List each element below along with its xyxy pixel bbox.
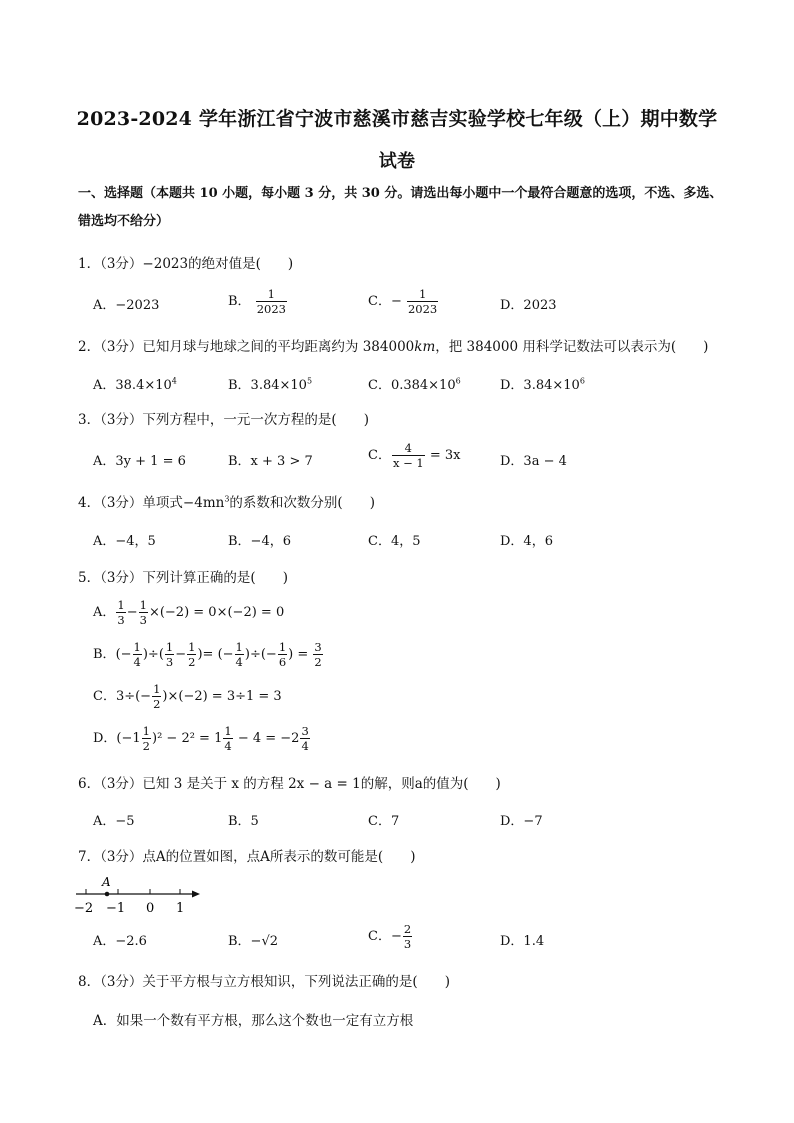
number-line-arrow — [192, 891, 200, 898]
q6-option-b: B．5 — [228, 814, 259, 829]
question-4-stem: 4．（3分）单项式$-4mn^3$的系数和次数分别( ) — [78, 494, 375, 511]
q6-option-a: A．−5 — [93, 814, 135, 829]
q1-option-b-fraction: $\frac{1}{2023}$ — [256, 287, 286, 316]
q4-option-d: D．4，6 — [500, 534, 553, 549]
q3-option-d: D．3a − 4 — [500, 454, 567, 469]
q1-option-d: D．2023 — [500, 298, 557, 313]
q2-option-c: C．$0.384\times 10^6$ — [368, 376, 461, 393]
q3-option-c: C． $\frac{4}{x - 1}$ = 3x — [368, 441, 461, 470]
q1-option-a: A．−2023 — [93, 298, 160, 313]
q5-option-c: C．3÷(− $\frac{1}{2}$ )×(−2) = 3÷1 = 3 — [93, 682, 282, 711]
q7-option-d: D．1.4 — [500, 934, 545, 949]
q3-option-a: A．3y + 1 = 6 — [93, 454, 186, 469]
point-a — [105, 892, 110, 897]
axis-label-neg2: −2 — [74, 901, 94, 916]
q1-option-b — [228, 287, 288, 316]
question-3-stem: 3．（3分）下列方程中，一元一次方程的是( ) — [78, 412, 369, 428]
q6-option-c: C．7 — [368, 814, 400, 829]
question-6-stem: 6．（3分）已知 3 是关于 x 的方程 2x − a = 1的解，则a的值为( ) — [78, 776, 501, 792]
q1-option-c-label: C．− — [368, 294, 402, 309]
q7-option-a: A．−2.6 — [93, 934, 147, 949]
question-5-stem: 5．（3分）下列计算正确的是( ) — [78, 570, 288, 586]
q7-option-b: B．−√2 — [228, 934, 279, 949]
q1-option-c — [368, 287, 439, 316]
axis-label-neg1: −1 — [106, 901, 126, 916]
question-8-stem: 8．（3分）关于平方根与立方根知识，下列说法正确的是( ) — [78, 974, 450, 990]
q6-option-d: D．−7 — [500, 814, 543, 829]
number-line — [72, 872, 212, 918]
q4-option-c: C．4，5 — [368, 534, 421, 549]
q2-option-b: B．$3.84\times 10^5$ — [228, 376, 313, 393]
axis-label-0: 0 — [146, 901, 155, 916]
page-title: 2023-2024 学年浙江省宁波市慈溪市慈吉实验学校七年级（上）期中数学 — [76, 108, 718, 130]
question-2-stem: 2．（3分）已知月球与地球之间的平均距离约为 384000km，把 384000 用科学记数法可以表示为( ) — [78, 339, 709, 355]
q4-option-b: B．−4，6 — [228, 534, 291, 549]
q5-option-b: B．(− $\frac{1}{4}$ )÷( $\frac{1}{3}$ − $\frac{1}{2}$ )= (− $\frac{1}{4}$ )÷(− $\frac{1}{6}$ ) = $\frac{3}{2}$ — [93, 640, 322, 669]
q5-option-a: A． $\frac{1}{3}$ − $\frac{1}{3}$ ×(−2) = 0×(−2) = 0 — [93, 598, 285, 627]
question-1-stem: 1．（3分）−2023的绝对值是( ) — [78, 256, 294, 272]
q4-option-a: A．−4，5 — [93, 534, 156, 549]
question-7-stem: 7．（3分）点A的位置如图，点A所表示的数可能是( ) — [78, 849, 416, 865]
q1-option-c-fraction: $\frac{1}{2023}$ — [407, 287, 438, 316]
q2-option-d: D．$3.84\times 10^6$ — [500, 376, 585, 393]
axis-label-1: 1 — [176, 901, 185, 916]
page-title-line2: 试卷 — [378, 151, 416, 172]
q2-option-a: A．$38.4\times 10^4$ — [93, 376, 177, 393]
section-heading: 一、选择题（本题共 10 小题，每小题 3 分，共 30 分。请选出每小题中一个最符合题意的选项，不选、多选、错选均不给分） — [78, 186, 723, 229]
q7-option-c: C．− $\frac{2}{3}$ — [368, 922, 412, 951]
q3-option-b: B．x + 3 > 7 — [228, 454, 313, 469]
q8-option-a: A．如果一个数有平方根，那么这个数也一定有立方根 — [93, 1013, 414, 1029]
q1-option-b-label: B． — [228, 294, 251, 309]
point-a-label: A — [102, 875, 111, 889]
q5-option-d: D．(−1 $\frac{1}{2}$ )² − 2² = 1 $\frac{1}{4}$ − 4 = −2 $\frac{3}{4}$ — [93, 724, 309, 753]
